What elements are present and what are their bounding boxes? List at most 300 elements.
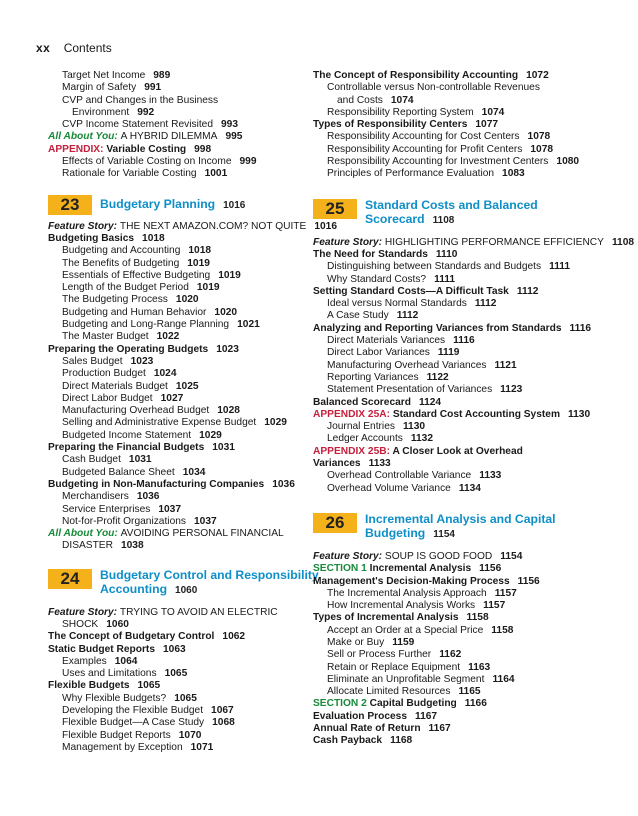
toc-entry-page: 1018: [142, 232, 165, 244]
toc-entry-page: 1023: [130, 355, 154, 367]
toc-entry-title: DISASTER: [62, 540, 113, 552]
toc-entry-title: SOUP IS GOOD FOOD: [384, 550, 493, 562]
chapter-heading-23[interactable]: [48, 191, 303, 231]
toc-entry-title: Service Enterprises: [62, 503, 151, 515]
toc-entry-page: 1133: [479, 470, 502, 482]
toc-entry-title: The Benefits of Budgeting: [62, 257, 180, 269]
toc-entry-title: Essentials of Effective Budgeting: [62, 269, 211, 281]
toc-entry-page: 1065: [174, 692, 197, 704]
chapter-title: Standard Costs and Balanced Scorecard 1108: [365, 197, 538, 226]
toc-entry-title: Flexible Budget—A Case Study: [62, 717, 205, 729]
toc-entry-page: 992: [137, 106, 155, 118]
toc-entry-page: 1119: [437, 347, 460, 359]
toc-entry-title: How Incremental Analysis Works: [327, 600, 476, 612]
toc-entry[interactable]: [313, 156, 613, 168]
toc-entry[interactable]: [48, 491, 303, 503]
toc-entry-page: 1019: [196, 282, 220, 294]
toc-group: [313, 70, 613, 181]
toc-entry-title: Rationale for Variable Costing: [62, 168, 197, 180]
toc-entry[interactable]: [48, 258, 303, 270]
toc-entry[interactable]: [313, 698, 613, 710]
toc-entry-title: Effects of Variable Costing on Income: [62, 156, 232, 168]
toc-entry-title: Principles of Performance Evaluation: [327, 168, 495, 180]
toc-entry-page: 1157: [483, 600, 506, 612]
toc-entry-title: Static Budget Reports: [48, 643, 155, 655]
toc-entry[interactable]: [313, 360, 613, 372]
toc-entry[interactable]: [48, 619, 303, 631]
toc-entry[interactable]: [313, 107, 613, 119]
toc-entry-page: 1001: [204, 168, 228, 180]
toc-entry[interactable]: [313, 409, 613, 421]
toc-entry[interactable]: [313, 612, 613, 624]
toc-entry-title: Management by Exception: [62, 741, 183, 753]
page-title: Contents: [63, 41, 112, 55]
toc-entry-title: Ledger Accounts: [327, 433, 403, 445]
toc-entry-page: 991: [144, 82, 162, 94]
toc-entry[interactable]: [313, 674, 613, 686]
toc-entry-page: 995: [225, 131, 243, 143]
toc-entry[interactable]: [48, 156, 303, 168]
toc-entry-title: The Master Budget: [62, 331, 149, 343]
toc-entry[interactable]: [313, 563, 613, 575]
toc-group: [48, 70, 303, 181]
chapter-title: Budgetary Planning 1016: [100, 196, 246, 211]
toc-entry[interactable]: [313, 119, 613, 131]
toc-entry-title: Manufacturing Overhead Budget: [62, 405, 210, 417]
chapter-title: Budgetary Control and Responsibility Accounting 1060: [100, 567, 319, 596]
toc-entry[interactable]: [48, 144, 303, 156]
toc-entry-title: Budgeting and Accounting: [62, 245, 181, 257]
toc-entry-title: Retain or Replace Equipment: [327, 661, 461, 673]
toc-entry[interactable]: [48, 131, 303, 143]
toc-entry-title: A Closer Look at Overhead: [392, 445, 523, 457]
toc-entry-title: SHOCK: [62, 618, 99, 630]
toc-entry-page: 1016: [314, 220, 337, 232]
toc-entry-page: 1060: [106, 618, 129, 630]
toc-entry[interactable]: [313, 274, 613, 286]
toc-entry[interactable]: [313, 637, 613, 649]
toc-entry-title: Incremental Analysis: [369, 563, 472, 575]
toc-entry[interactable]: [313, 686, 613, 698]
toc-entry[interactable]: [48, 70, 303, 82]
toc-entry[interactable]: [313, 168, 613, 180]
toc-entry-page: 1156: [479, 563, 502, 575]
toc-entry-page: 1024: [153, 368, 177, 380]
toc-entry-page: 999: [239, 156, 257, 168]
toc-entry-prefix: All About You:: [48, 131, 121, 143]
toc-entry[interactable]: [313, 576, 613, 588]
toc-entry-title: Direct Materials Variances: [327, 335, 446, 347]
toc-entry[interactable]: [48, 393, 303, 405]
toc-entry-title: Not-for-Profit Organizations: [62, 515, 186, 527]
toc-entry[interactable]: [48, 270, 303, 282]
toc-entry-page: 1038: [120, 540, 144, 552]
toc-entry-page: 1029: [199, 429, 222, 441]
toc-entry[interactable]: [313, 588, 613, 600]
toc-entry-title: HIGHLIGHTING PERFORMANCE EFFICIENCY: [384, 236, 604, 248]
toc-entry[interactable]: [48, 430, 303, 442]
toc-entry-page: 1112: [516, 285, 539, 297]
toc-entry-page: 1116: [453, 335, 475, 347]
toc-entry-page: 1027: [160, 392, 184, 404]
toc-entry-page: 1134: [458, 482, 481, 494]
toc-entry-page: 1130: [402, 421, 426, 433]
toc-entry-page: 1028: [217, 405, 240, 417]
toc-entry-title: and Costs: [337, 94, 383, 106]
toc-entry[interactable]: [313, 372, 613, 384]
toc-entry[interactable]: [313, 421, 613, 433]
toc-entry-page: 1020: [175, 294, 199, 306]
toc-entry-title: Margin of Safety: [62, 82, 137, 94]
toc-entry-prefix: APPENDIX 25B:: [313, 445, 393, 457]
toc-entry-page: 1019: [218, 269, 241, 281]
toc-entry-page: 1072: [526, 70, 549, 81]
toc-entry[interactable]: [48, 82, 303, 94]
toc-entry-page: 1022: [156, 331, 180, 343]
toc-entry[interactable]: [48, 331, 303, 343]
toc-entry-page: 1034: [182, 466, 206, 478]
toc-entry-page: 1168: [390, 735, 413, 747]
toc-entry-title: A Case Study: [327, 310, 389, 322]
toc-entry-page: 1159: [392, 636, 415, 648]
toc-entry-page: 1062: [222, 631, 246, 643]
toc-entry-page: 1078: [530, 143, 554, 155]
toc-entry[interactable]: [48, 631, 303, 643]
toc-entry-title: Variable Costing: [106, 143, 187, 155]
toc-entry-prefix: Feature Story:: [313, 236, 385, 248]
toc-entry-title: The Budgeting Process: [62, 294, 168, 306]
toc-entry[interactable]: [48, 294, 303, 306]
toc-entry-title: Flexible Budget Reports: [62, 729, 171, 741]
toc-entry[interactable]: [313, 298, 613, 310]
toc-entry-page: 1078: [527, 131, 551, 143]
toc-entry-title: Budgeting in Non-Manufacturing Companies: [48, 478, 265, 490]
toc-entry[interactable]: [48, 693, 303, 705]
toc-entry[interactable]: [48, 107, 303, 119]
toc-entry-title: AVOIDING PERSONAL FINANCIAL: [120, 528, 284, 540]
toc-entry-page: 1018: [188, 245, 212, 257]
toc-entry-title: Types of Responsibility Centers: [313, 119, 468, 131]
toc-entry-title: Target Net Income: [62, 70, 146, 81]
toc-entry[interactable]: [48, 730, 303, 742]
toc-entry[interactable]: [48, 680, 303, 692]
toc-entry-page: 1132: [410, 433, 434, 445]
toc-entry[interactable]: [313, 625, 613, 637]
toc-entry-title: Overhead Controllable Variance: [327, 470, 472, 482]
toc-entry[interactable]: [313, 70, 613, 82]
toc-entry-page: 1162: [439, 649, 462, 661]
toc-entry[interactable]: [313, 310, 613, 322]
toc-entry-title: Length of the Budget Period: [62, 282, 189, 294]
chapter-number-badge: 23: [48, 195, 92, 215]
toc-entry-page: 998: [194, 143, 212, 155]
toc-entry[interactable]: [48, 668, 303, 680]
toc-entry[interactable]: [313, 236, 635, 249]
chapter-number-badge: 25: [313, 199, 357, 219]
toc-entry-title: Manufacturing Overhead Variances: [327, 359, 487, 371]
toc-entry[interactable]: [313, 483, 613, 495]
toc-entry-title: Budgeting Basics: [48, 232, 135, 244]
toc-entry-page: 1163: [468, 661, 491, 673]
toc-entry-title: Production Budget: [62, 368, 146, 380]
toc-entry-title: Sales Budget: [62, 355, 123, 367]
toc-entry-title: Selling and Administrative Expense Budget: [62, 417, 257, 429]
toc-entry-page: 1021: [237, 319, 260, 331]
toc-entry-page: 1064: [114, 655, 138, 667]
toc-entry[interactable]: [48, 516, 303, 528]
toc-entry-page: 1071: [190, 741, 214, 753]
toc-entry-title: CVP and Changes in the Business: [62, 94, 219, 106]
toc-entry-page: 1112: [474, 298, 497, 310]
toc-entry[interactable]: [313, 249, 613, 261]
toc-entry-page: 1037: [158, 503, 181, 515]
toc-entry-page: 1130: [568, 408, 591, 420]
toc-entry-title: Balanced Scorecard: [313, 396, 411, 408]
toc-group: [313, 236, 635, 495]
toc-entry-page: 1031: [128, 454, 152, 466]
toc-entry-title: Journal Entries: [327, 421, 395, 433]
toc-entry-prefix: Feature Story:: [48, 606, 120, 618]
toc-entry-page: 1112: [396, 310, 419, 322]
toc-entry-prefix: Feature Story:: [48, 220, 120, 232]
toc-entry-title: The Need for Standards: [313, 248, 428, 260]
toc-entry-title: Controllable versus Non-controllable Revenues: [327, 82, 540, 94]
toc-entry-title: Make or Buy: [327, 636, 385, 648]
toc-entry[interactable]: [48, 717, 303, 729]
toc-entry[interactable]: [48, 405, 303, 417]
toc-entry[interactable]: [313, 551, 613, 563]
toc-entry-prefix: SECTION 2: [313, 698, 370, 710]
toc-entry-page: 1166: [464, 698, 487, 710]
toc-entry-page: 1111: [434, 273, 456, 285]
toc-entry-title: Variances: [313, 458, 361, 470]
toc-entry-title: Budgeted Balance Sheet: [62, 466, 175, 478]
toc-entry-page: 1074: [481, 106, 505, 118]
toc-entry[interactable]: [313, 470, 613, 482]
toc-entry-title: Evaluation Process: [313, 710, 407, 722]
toc-entry-title: Environment: [72, 106, 130, 118]
toc-entry-page: 1029: [264, 417, 287, 429]
toc-entry-page: 1167: [415, 710, 438, 722]
toc-entry-page: 1065: [137, 680, 161, 692]
toc-entry-title: Merchandisers: [62, 491, 129, 503]
toc-entry-title: Cash Budget: [62, 454, 121, 466]
toc-entry-title: THE NEXT AMAZON.COM? NOT QUITE: [119, 220, 307, 232]
toc-entry-title: Management's Decision-Making Process: [313, 575, 510, 587]
toc-entry-page: 1124: [418, 396, 442, 408]
toc-entry-title: Budgeted Income Statement: [62, 429, 192, 441]
toc-entry[interactable]: [48, 245, 303, 257]
toc-entry-page: 1111: [549, 261, 571, 273]
toc-entry-page: 1068: [212, 717, 235, 729]
toc-entry-page: 1036: [136, 491, 160, 503]
toc-entry-page: 1020: [214, 306, 238, 318]
toc-entry-page: 1156: [517, 575, 540, 587]
toc-entry-title: Preparing the Financial Budgets: [48, 442, 205, 454]
toc-entry[interactable]: [48, 95, 303, 107]
page-header: [36, 41, 112, 55]
toc-entry-title: Responsibility Accounting for Investment Centers: [327, 156, 549, 168]
toc-group: [48, 607, 303, 755]
toc-entry-title: Statement Presentation of Variances: [327, 384, 493, 396]
toc-entry-page: 1019: [187, 257, 210, 269]
toc-entry-page: 1036: [272, 478, 295, 490]
chapter-heading-25[interactable]: [313, 195, 613, 235]
chapter-number-badge: 24: [48, 569, 92, 589]
toc-entry[interactable]: [313, 335, 613, 347]
toc-entry[interactable]: [313, 131, 613, 143]
toc-entry-title: CVP Income Statement Revisited: [62, 119, 213, 131]
toc-entry[interactable]: [313, 649, 613, 661]
toc-entry-page: 1067: [211, 705, 234, 717]
toc-entry[interactable]: [313, 323, 613, 335]
toc-entry[interactable]: [313, 261, 613, 273]
toc-entry[interactable]: [48, 479, 303, 491]
toc-entry-title: Examples: [62, 655, 107, 667]
toc-entry-page: 1158: [491, 624, 514, 636]
toc-entry[interactable]: [48, 607, 303, 619]
toc-entry[interactable]: [313, 458, 613, 470]
toc-entry[interactable]: [313, 735, 613, 747]
toc-entry-page: 1158: [466, 612, 489, 624]
toc-entry[interactable]: [48, 540, 303, 552]
page-number: xx: [36, 41, 51, 55]
toc-entry-page: 1116: [569, 322, 592, 334]
toc-group: [313, 551, 613, 748]
toc-entry-title: Allocate Limited Resources: [327, 686, 451, 698]
toc-entry-title: Direct Materials Budget: [62, 380, 168, 392]
toc-entry-title: A HYBRID DILEMMA: [120, 131, 218, 143]
chapter-heading-26[interactable]: [313, 509, 613, 549]
toc-entry-title: Annual Rate of Return: [313, 723, 421, 735]
toc-entry-title: Budgeting and Human Behavior: [62, 306, 207, 318]
toc-entry[interactable]: [48, 381, 303, 393]
toc-entry[interactable]: [48, 319, 303, 331]
toc-entry-page: 1031: [212, 442, 235, 454]
toc-entry-title: Reporting Variances: [327, 371, 419, 383]
toc-entry-page: 1023: [216, 343, 239, 355]
toc-entry-prefix: APPENDIX 25A:: [313, 408, 393, 420]
toc-entry[interactable]: [48, 368, 303, 380]
toc-entry-title: Sell or Process Further: [327, 649, 432, 661]
toc-entry-title: The Concept of Responsibility Accounting: [313, 70, 519, 81]
toc-entry[interactable]: [48, 454, 303, 466]
toc-entry[interactable]: [313, 397, 613, 409]
toc-entry-page: 1065: [164, 668, 188, 680]
toc-entry[interactable]: [313, 82, 613, 94]
toc-entry-page: 1157: [494, 587, 517, 599]
chapter-number-badge: 26: [313, 513, 357, 533]
toc-entry[interactable]: [48, 168, 303, 180]
toc-entry-page: 1080: [556, 156, 580, 168]
toc-entry-title: Types of Incremental Analysis: [313, 612, 459, 624]
toc-entry-page: 993: [221, 119, 238, 131]
toc-entry[interactable]: [48, 528, 303, 540]
toc-entry-page: 989: [153, 70, 171, 81]
toc-entry[interactable]: [313, 95, 613, 107]
toc-entry-page: 1164: [492, 673, 515, 685]
toc-entry[interactable]: [313, 384, 613, 396]
toc-entry-title: Direct Labor Budget: [62, 392, 153, 404]
toc-entry-prefix: SECTION 1: [313, 563, 370, 575]
toc-entry[interactable]: [48, 442, 303, 454]
toc-entry-title: The Concept of Budgetary Control: [48, 631, 215, 643]
toc-entry-page: 1070: [178, 729, 202, 741]
toc-entry-title: Distinguishing between Standards and Budgets: [327, 261, 542, 273]
toc-entry-page: 1133: [368, 458, 391, 470]
toc-entry-title: Ideal versus Normal Standards: [327, 298, 467, 310]
toc-entry-title: The Incremental Analysis Approach: [327, 587, 487, 599]
toc-entry-title: Uses and Limitations: [62, 668, 157, 680]
chapter-title: Incremental Analysis and Capital Budgeting 1154: [365, 511, 556, 540]
toc-entry-page: 1077: [475, 119, 499, 131]
toc-entry[interactable]: [48, 742, 303, 754]
toc-entry-title: Capital Budgeting: [369, 698, 457, 710]
toc-entry-title: Setting Standard Costs—A Difficult Task: [313, 285, 509, 297]
toc-entry[interactable]: [313, 723, 613, 735]
chapter-heading-24[interactable]: [48, 565, 319, 605]
toc-entry[interactable]: [48, 417, 303, 429]
toc-entry[interactable]: [48, 356, 303, 368]
toc-entry-page: 1083: [502, 168, 525, 180]
toc-entry-prefix: APPENDIX:: [48, 143, 107, 155]
toc-entry[interactable]: [313, 286, 613, 298]
toc-entry[interactable]: [313, 711, 613, 723]
toc-entry[interactable]: [48, 344, 303, 356]
toc-entry-page: 1123: [500, 384, 523, 396]
toc-entry-title: Preparing the Operating Budgets: [48, 343, 209, 355]
toc-entry[interactable]: [313, 662, 613, 674]
toc-entry-page: 1110: [435, 248, 458, 260]
toc-entry-page: 1122: [426, 371, 449, 383]
toc-entry-page: 1165: [458, 686, 481, 698]
toc-entry-title: Budgeting and Long-Range Planning: [62, 319, 230, 331]
toc-entry-title: Eliminate an Unprofitable Segment: [327, 673, 485, 685]
toc-entry[interactable]: [48, 504, 303, 516]
toc-entry-title: Direct Labor Variances: [327, 347, 430, 359]
toc-entry[interactable]: [48, 705, 303, 717]
toc-entry[interactable]: [313, 347, 613, 359]
toc-entry-title: TRYING TO AVOID AN ELECTRIC: [119, 606, 278, 618]
toc-entry-page: 1108: [611, 236, 635, 248]
toc-entry[interactable]: [313, 446, 613, 458]
toc-entry-page: 1121: [494, 359, 517, 371]
toc-entry[interactable]: [48, 644, 303, 656]
toc-entry-title: Flexible Budgets: [48, 680, 130, 692]
toc-entry[interactable]: [48, 307, 303, 319]
toc-entry[interactable]: [48, 233, 303, 245]
toc-entry-page: 1037: [194, 515, 217, 527]
toc-entry-title: Responsibility Reporting System: [327, 106, 474, 118]
toc-entry[interactable]: [48, 467, 303, 479]
toc-entry[interactable]: [313, 433, 613, 445]
toc-entry[interactable]: [313, 600, 613, 612]
toc-entry-page: 1063: [162, 643, 186, 655]
toc-entry-title: Standard Cost Accounting System: [392, 408, 561, 420]
toc-entry-prefix: Feature Story:: [313, 550, 385, 562]
toc-entry[interactable]: [48, 119, 303, 131]
toc-entry-title: Developing the Flexible Budget: [62, 705, 204, 717]
toc-entry[interactable]: [313, 144, 613, 156]
toc-entry-title: Overhead Volume Variance: [327, 482, 451, 494]
toc-entry-page: 1074: [390, 94, 414, 106]
toc-entry-title: Why Flexible Budgets?: [62, 692, 167, 704]
toc-entry[interactable]: [48, 656, 303, 668]
toc-entry-title: Responsibility Accounting for Cost Centers: [327, 131, 520, 143]
toc-entry[interactable]: [48, 282, 303, 294]
toc-entry-page: 1154: [500, 550, 523, 562]
toc-entry-title: Analyzing and Reporting Variances from Standards: [313, 322, 562, 334]
